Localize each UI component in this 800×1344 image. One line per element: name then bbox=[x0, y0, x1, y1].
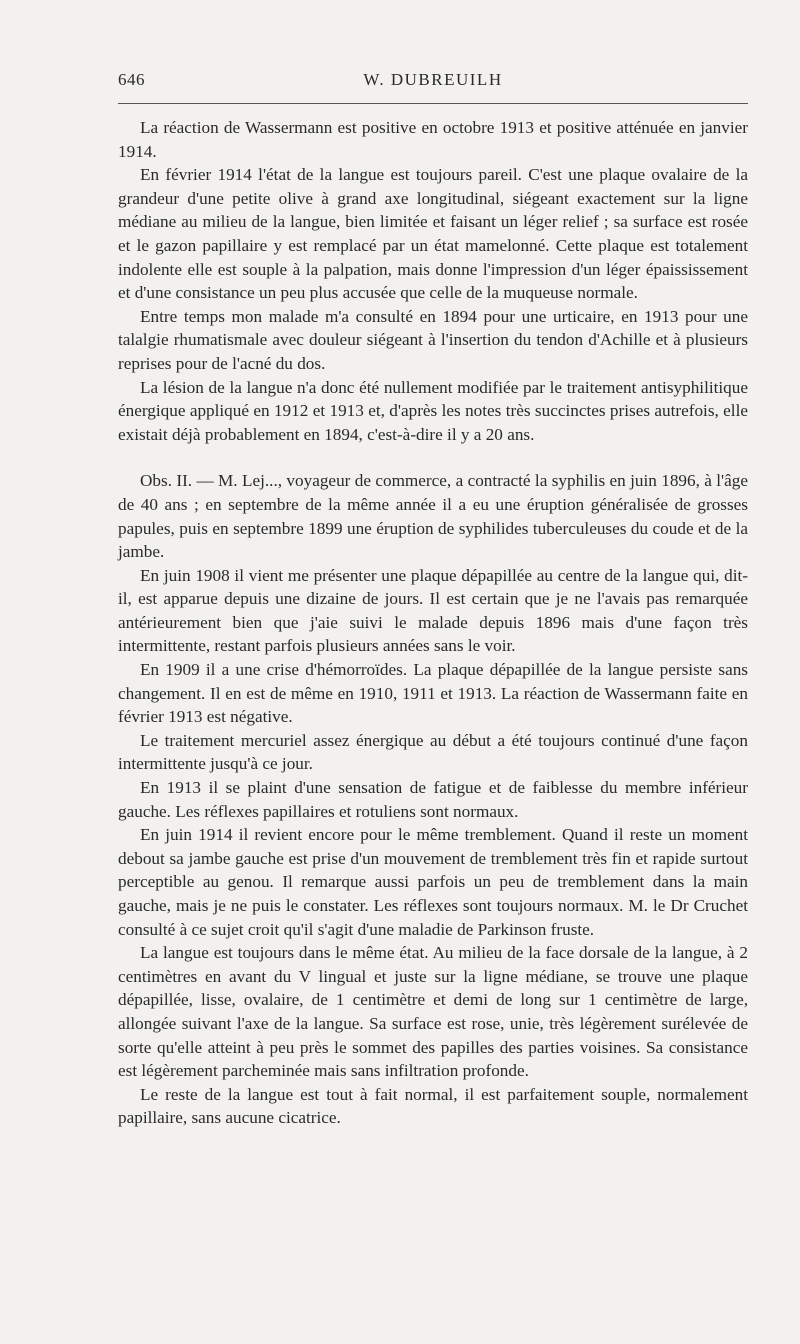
paragraph: La réaction de Wassermann est positive en octobre 1913 et positive atténuée en janvier 1914. bbox=[118, 118, 748, 161]
header-rule bbox=[118, 103, 748, 104]
page-header bbox=[118, 70, 748, 94]
paragraph: En 1909 il a une crise d'hémorroïdes. La plaque dépapillée de la langue persiste sans changement. Il en est de même en 1910, 1911 et 1913. La réaction de Wassermann faite en février 1913 est négative. bbox=[118, 660, 748, 727]
paragraph: La langue est toujours dans le même état. Au milieu de la face dorsale de la langue, à 2 centimètres en avant du V lingual et juste sur la ligne médiane, se trouve une plaque dépapillée, lisse, ovalaire, de 1 centimètre et demi de long sur 1 centimètre de large, allongée suivant l'axe de la langue. Sa surface est rose, unie, très légèrement surélevée de sorte qu'elle atteint à peu près le sommet des papilles des parties voisines. Sa consistance est légèrement parcheminée mais sans infiltration profonde. bbox=[118, 943, 748, 1081]
paragraph: En juin 1914 il revient encore pour le même tremblement. Quand il reste un moment debout sa jambe gauche est prise d'un mouvement de tremblement très fin et rapide surtout perceptible au genou. Il remarque aussi parfois un peu de tremblement dans la main gauche, mais je ne puis le constater. Les réflexes sont toujours normaux. M. le Dr Cruchet consulté à ce sujet croit qu'il s'agit d'une maladie de Parkinson fruste. bbox=[118, 825, 748, 939]
body-text bbox=[118, 116, 748, 1130]
running-head: W. DUBREUILH bbox=[363, 70, 503, 89]
section-gap bbox=[118, 446, 748, 469]
paragraph: En février 1914 l'état de la langue est toujours pareil. C'est une plaque ovalaire de la grandeur d'une petite olive à grand axe longitudinal, siégeant exactement sur la ligne médiane au milieu de la langue, bien limitée et faisant un léger relief ; sa surface est rosée et le gazon papillaire y est remplacé par un état mamelonné. Cette plaque est totalement indolente elle est souple à la palpation, mais donne l'impression d'un léger épaississement et d'une consistance un peu plus accusée que celle de la muqueuse normale. bbox=[118, 165, 748, 303]
paragraph: Le reste de la langue est tout à fait normal, il est parfaitement souple, normalement papillaire, sans aucune cicatrice. bbox=[118, 1084, 748, 1128]
paragraph: Obs. II. — M. Lej..., voyageur de commerce, a contracté la syphilis en juin 1896, à l'âge de 40 ans ; en septembre de la même année il a eu une éruption généralisée de grosses papules, puis en septembre 1899 une éruption de syphilides tuberculeuses du coude et de la jambe. bbox=[118, 471, 748, 562]
paragraph: La lésion de la langue n'a donc été nullement modifiée par le traitement antisyphilitique énergique appliqué en 1912 et 1913 et, d'après les notes très succinctes prises autrefois, elle existait déjà probablement en 1894, c'est-à-dire il y a 20 ans. bbox=[118, 377, 748, 444]
paragraph: En 1913 il se plaint d'une sensation de fatigue et de faiblesse du membre inférieur gauche. Les réflexes papillaires et rotuliens sont normaux. bbox=[118, 778, 748, 821]
page-number: 646 bbox=[118, 70, 145, 89]
paragraph: Le traitement mercuriel assez énergique au début a été toujours continué d'une façon intermittente jusqu'à ce jour. bbox=[118, 730, 748, 774]
paragraph: Entre temps mon malade m'a consulté en 1894 pour une urticaire, en 1913 pour une talalgie rhumatismale avec douleur siégeant à l'insertion du tendon d'Achille et à plusieurs reprises pour de l'acné du dos. bbox=[118, 306, 748, 373]
paragraph: En juin 1908 il vient me présenter une plaque dépapillée au centre de la langue qui, dit-il, est apparue depuis une dizaine de jours. Il est certain que je ne l'avais pas remarquée antérieurement bien que j'aie suivi le malade depuis 1896 mais d'une façon très intermittente, restant parfois plusieurs années sans le voir. bbox=[118, 565, 748, 656]
